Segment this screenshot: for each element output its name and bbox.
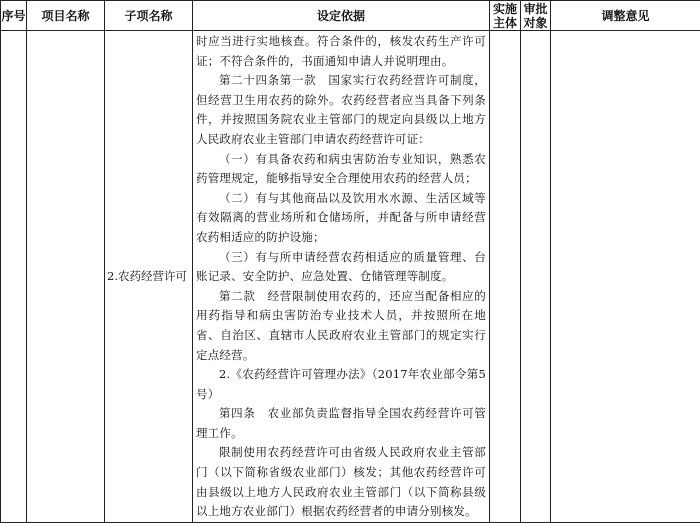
basis-text [196,32,486,522]
cell-item [27,31,105,523]
basis-paragraph: （二）有与其他商品以及饮用水水源、生活区域等有效隔离的营业场所和仓储场所，并配备与所申请经营农药相适应的防护设施； [196,189,486,248]
header-opinion: 调整意见 [551,1,700,31]
cell-opinion [551,31,700,523]
basis-paragraph: （一）有具备农药和病虫害防治专业知识，熟悉农药管理规定，能够指导安全合理使用农药的经营人员； [196,150,486,189]
header-approve: 审批 对象 [521,1,551,31]
header-item: 项目名称 [27,1,105,31]
basis-paragraph: 第四条 农业部负责监督指导全国农药经营许可管理工作。 [196,404,486,443]
cell-approve [521,31,551,523]
basis-paragraph: 限制使用农药经营许可由省级人民政府农业主管部门（以下简称省级农业部门）核发；其他农药经营许可由县级以上地方人民政府农业主管部门（以下简称县级以上地方农业部门）根据农药经营者的申请分别核发。 [196,443,486,521]
basis-paragraph: 第二十四条第一款 国家实行农药经营许可制度，但经营卫生用农药的除外。农药经营者应当具备下列条件，并按照国务院农业主管部门的规定向县级以上地方人民政府农业主管部门申请农药经营许可证： [196,71,486,149]
header-row [1,1,700,31]
cell-subitem: 2.农药经营许可 [105,31,193,523]
header-basis: 设定依据 [193,1,490,31]
header-impl: 实施 主体 [490,1,521,31]
basis-paragraph: 2.《农药经营许可管理办法》（2017年农业部令第5号） [196,365,486,404]
header-subitem: 子项名称 [105,1,193,31]
table-row [1,31,700,523]
cell-impl [490,31,521,523]
basis-paragraph: （三）有与所申请经营农药相适应的质量管理、台账记录、安全防护、应急处置、仓储管理等制度。 [196,248,486,287]
header-seq: 序号 [1,1,27,31]
cell-seq [1,31,27,523]
cell-basis [193,31,490,523]
basis-paragraph: 时应当进行实地核查。符合条件的，核发农药生产许可证；不符合条件的，书面通知申请人并说明理由。 [196,32,486,71]
basis-paragraph: 第二款 经营限制使用农药的，还应当配备相应的用药指导和病虫害防治专业技术人员，并按照所在地省、自治区、直辖市人民政府农业主管部门的规定实行定点经营。 [196,287,486,365]
